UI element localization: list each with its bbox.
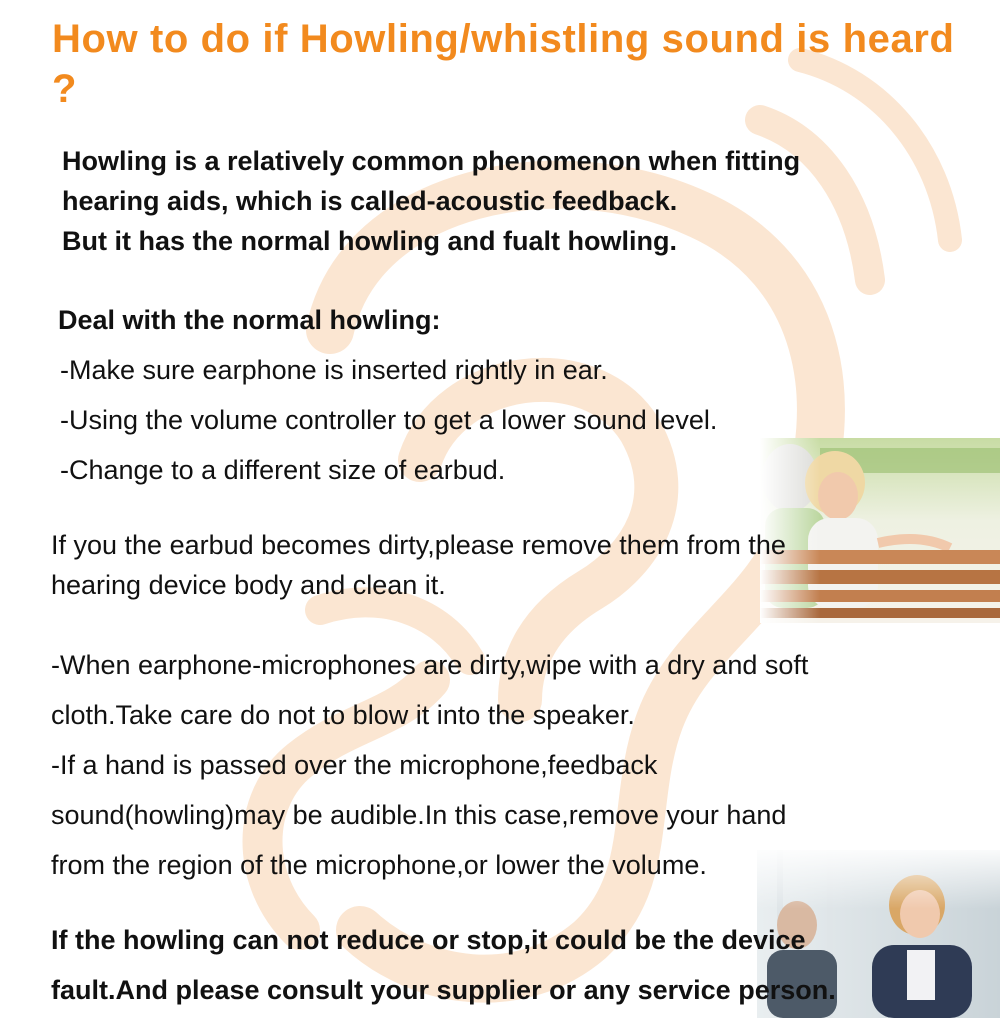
page-title: How to do if Howling/whistling sound is heard ? xyxy=(52,17,955,111)
microphone-tip-line: -When earphone-microphones are dirty,wipe with a dry and soft xyxy=(51,650,809,680)
normal-howling-heading: Deal with the normal howling: xyxy=(58,305,441,335)
normal-howling-item: -Change to a different size of earbud. xyxy=(60,455,506,485)
intro-line: hearing aids, which is called-acoustic feedback. xyxy=(62,186,678,216)
fault-note-line: fault.And please consult your supplier or any service person. xyxy=(51,975,836,1005)
microphone-tip-line: -If a hand is passed over the microphone,feedback xyxy=(51,750,658,780)
intro-line: But it has the normal howling and fualt howling. xyxy=(62,226,677,256)
normal-howling-item: -Using the volume controller to get a lower sound level. xyxy=(60,405,718,435)
microphone-tip-line: sound(howling)may be audible.In this case,remove your hand xyxy=(51,800,787,830)
normal-howling-item: -Make sure earphone is inserted rightly in ear. xyxy=(60,355,608,385)
microphone-tip-line: from the region of the microphone,or lower the volume. xyxy=(51,850,707,880)
intro-line: Howling is a relatively common phenomenon when fitting xyxy=(62,146,801,176)
couple-on-bench-photo xyxy=(760,438,1000,623)
microphone-tip-line: cloth.Take care do not to blow it into the speaker. xyxy=(51,700,635,730)
earbud-cleaning-line: hearing device body and clean it. xyxy=(51,570,446,600)
earbud-cleaning-line: If you the earbud becomes dirty,please remove them from the xyxy=(51,530,786,560)
fault-note-line: If the howling can not reduce or stop,it could be the device xyxy=(51,925,806,955)
